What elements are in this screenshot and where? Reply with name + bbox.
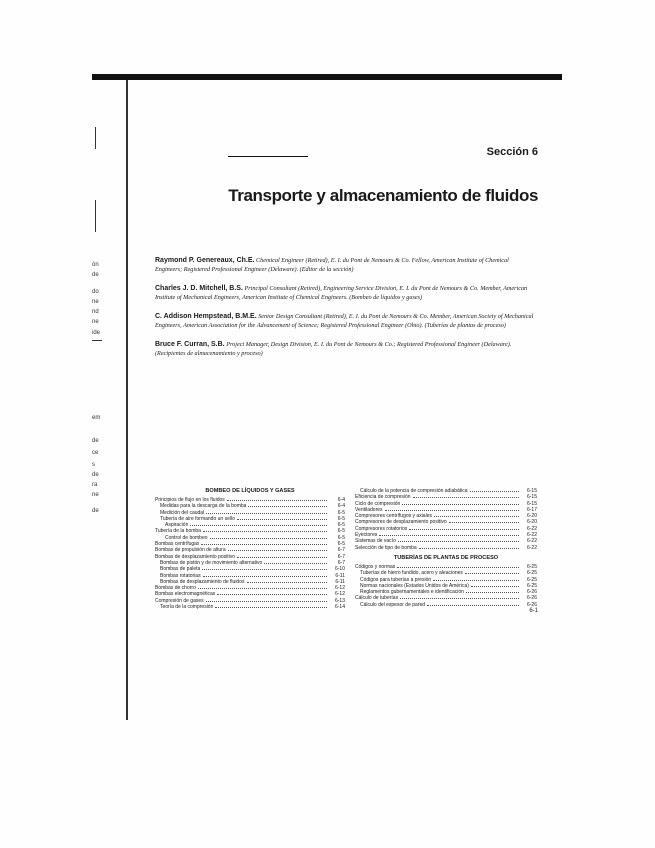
- toc-entry-page: 6-25: [526, 563, 537, 570]
- margin-fragment: ne: [92, 319, 99, 325]
- margin-fragment: s: [92, 462, 95, 468]
- toc-entry-title: Bombas de desplazamiento positivo: [155, 553, 236, 560]
- toc-entry-page: 6-20: [526, 519, 537, 526]
- toc-leader-dots: [397, 567, 519, 568]
- margin-fragment: ón: [92, 262, 99, 268]
- toc-entry-title: Medidas para la descarga de la bomba: [160, 503, 247, 510]
- toc-leader-dots: [206, 513, 327, 514]
- margin-tick: [95, 127, 96, 149]
- margin-tick: [92, 340, 102, 341]
- toc-entry-title: Ciclo de compresión: [355, 500, 401, 507]
- toc-entry-page: 6-7: [337, 553, 345, 560]
- toc-leader-dots: [206, 601, 327, 602]
- toc-entry-page: 6-15: [526, 500, 537, 507]
- toc-list: [155, 497, 345, 610]
- toc-entry-page: 6-7: [337, 547, 345, 554]
- toc-entry-page: 6-22: [526, 538, 537, 545]
- toc-leader-dots: [227, 500, 327, 501]
- toc-entry-title: Bombas centrífugas: [155, 541, 200, 548]
- author-name: Bruce F. Curran, S.B.: [155, 341, 225, 349]
- toc-leader-dots: [210, 538, 327, 539]
- toc-entry-title: Bombas electromagnéticas: [155, 591, 216, 598]
- toc-leader-dots: [466, 592, 519, 593]
- toc-entry-page: 6-25: [526, 582, 537, 589]
- toc-leader-dots: [413, 497, 519, 498]
- toc-entry-title: Tubería de aire formando un sello: [160, 515, 235, 522]
- toc-entry-page: 6-4: [337, 497, 345, 503]
- toc-entry-page: 6-26: [526, 601, 537, 608]
- toc-entry-title: Cálculo de la potencia de compresión adiabática: [360, 488, 468, 494]
- margin-fragment: ne: [92, 492, 99, 498]
- toc-leader-dots: [465, 573, 519, 574]
- toc-entry-page: 6-5: [337, 522, 345, 529]
- toc-leader-dots: [203, 531, 327, 532]
- toc-entry-page: 6-5: [337, 534, 345, 541]
- page-number: 6-1: [529, 608, 538, 614]
- authors-list: [155, 250, 535, 368]
- toc-leader-dots: [409, 529, 519, 530]
- toc-entry-title: Códigos y normas: [355, 563, 396, 570]
- margin-fragment: ne: [92, 299, 99, 305]
- toc-entry-page: 6-14: [334, 604, 345, 611]
- toc-entry-page: 6-10: [334, 566, 345, 573]
- toc-entry-page: 6-17: [526, 506, 537, 513]
- toc-leader-dots: [247, 582, 328, 583]
- author-details: Project Manager, Design Division, E. I. du Pont de Nemours & Co.; Registered Professional Engineer (Delaware). (Recipientes de almacenamiento y proceso): [155, 341, 512, 358]
- toc-leader-dots: [470, 491, 519, 492]
- toc-entry: [355, 545, 537, 551]
- toc-leader-dots: [402, 504, 519, 505]
- margin-fragment: ce: [92, 450, 99, 456]
- author-name: Charles J. D. Mitchell, B.S.: [155, 285, 243, 293]
- toc-leader-dots: [237, 557, 327, 558]
- toc-entry: [355, 602, 537, 608]
- author-entry: [155, 312, 535, 330]
- toc-entry: [155, 604, 345, 610]
- author-details: Principal Consultant (Retired), Engineering Service Division, E. I. du Pont de Nemours & Co. Member, American Institute of Mechanical Engineers, American Institute of Chemical Engineers. (Bombeo de líquidos y gases): [155, 285, 528, 302]
- toc-entry-page: 6-22: [526, 525, 537, 532]
- toc-entry-page: 6-5: [337, 541, 345, 548]
- toc-entry-title: Bombas de propulsión de altura: [155, 547, 226, 554]
- toc-leader-dots: [264, 563, 327, 564]
- margin-fragment: do: [92, 289, 99, 295]
- toc-leader-dots: [215, 607, 327, 608]
- toc-entry-title: Compresores rotatorios: [355, 525, 408, 532]
- section-label: Sección 6: [486, 146, 538, 158]
- margin-tick: [95, 200, 96, 232]
- toc-entry-page: 6-25: [526, 570, 537, 577]
- toc-entry-title: Tubería de la bomba: [155, 528, 201, 535]
- contents-right-column: [355, 488, 537, 608]
- top-rule: [92, 74, 562, 80]
- toc-entry-title: Control de bombeo: [165, 534, 208, 541]
- toc-entry-page: 6-22: [526, 532, 537, 539]
- toc-leader-dots: [228, 550, 327, 551]
- toc-entry-title: Eficiencia de compresión: [355, 494, 411, 501]
- section-rule: [228, 156, 308, 157]
- toc-entry-page: 6-11: [335, 572, 345, 579]
- toc-entry-title: Bombas de desplazamiento de fluidos: [160, 578, 245, 585]
- toc-entry-page: 6-12: [334, 591, 345, 598]
- toc-entry-title: Códigos para tuberías a presión: [360, 576, 432, 583]
- toc-entry-title: Selección de tipo de bomba: [355, 544, 417, 551]
- margin-fragment: ra: [92, 482, 98, 488]
- binding-line: [126, 80, 128, 720]
- toc-leader-dots: [471, 586, 519, 587]
- toc-entry-page: 6-5: [337, 509, 345, 516]
- toc-entry-title: Bombas de pistón y de movimiento alternativo: [160, 559, 263, 566]
- toc-entry-page: 6-5: [337, 528, 345, 535]
- author-details: Chemical Engineer (Retired), E. I. du Pont de Nemours & Co. Fellow, American Institute of Chemical Engineers; Registered Professional Engineer (Delaware). (Editor de la sección): [155, 257, 509, 274]
- margin-fragment: de: [92, 472, 99, 478]
- toc-entry-page: 6-26: [526, 595, 537, 602]
- toc-list: [355, 488, 537, 551]
- author-details: Senior Design Consultant (Retired), E. I. du Pont de Nemours & Co. Member, American Society of Mechanical Engineers, American Association for the Advancement of Science; Registered Professional Engineer (Ohio). (Tuberías de plantas de proceso): [155, 313, 534, 330]
- toc-entry-page: 6-15: [526, 488, 537, 494]
- toc-list: [355, 564, 537, 608]
- margin-fragment: de: [92, 272, 99, 278]
- toc-leader-dots: [202, 569, 327, 570]
- margin-fragment: nd: [92, 309, 99, 315]
- toc-leader-dots: [190, 525, 327, 526]
- toc-entry-title: Bombas de chorro: [155, 585, 196, 592]
- toc-entry-title: Compresión de gases: [155, 597, 204, 604]
- toc-leader-dots: [385, 510, 519, 511]
- toc-entry-page: 6-7: [337, 559, 345, 566]
- toc-leader-dots: [398, 541, 519, 542]
- toc-entry-title: Sistemas de vacío: [355, 538, 396, 545]
- toc-leader-dots: [217, 594, 327, 595]
- author-name: C. Addison Hempstead, B.M.E.: [155, 313, 257, 321]
- chapter-title: Transporte y almacenamiento de fluidos: [228, 186, 538, 205]
- margin-fragment: ide: [92, 330, 101, 336]
- author-name: Raymond P. Genereaux, Ch.E.: [155, 257, 255, 265]
- toc-leader-dots: [237, 519, 327, 520]
- toc-entry-page: 6-25: [526, 576, 537, 583]
- toc-entry-title: Reglamentos gubernamentales e identificación: [360, 589, 464, 596]
- toc-entry-title: Teoría de la compresión: [160, 604, 214, 611]
- toc-entry-page: 6-15: [526, 494, 537, 501]
- toc-leader-dots: [419, 548, 519, 549]
- toc-leader-dots: [434, 516, 519, 517]
- toc-entry-title: Normas nacionales (Estados Unidos de América): [360, 582, 469, 589]
- author-entry: [155, 340, 535, 358]
- author-entry: [155, 284, 535, 302]
- toc-leader-dots: [198, 588, 327, 589]
- contents-left-column: [155, 488, 345, 610]
- toc-leader-dots: [248, 506, 327, 507]
- toc-entry-title: Compresores de desplazamiento positivo: [355, 519, 447, 526]
- toc-entry-page: 6-5: [337, 515, 345, 522]
- toc-entry-page: 6-22: [526, 544, 537, 551]
- toc-entry-title: Principios de flujo en los fluidos: [155, 497, 225, 503]
- toc-entry-title: Bombas rotatorias: [160, 572, 201, 579]
- margin-fragment: de: [92, 508, 99, 514]
- toc-leader-dots: [201, 544, 327, 545]
- toc-leader-dots: [449, 522, 519, 523]
- contents-heading: TUBERÍAS DE PLANTAS DE PROCESO: [393, 554, 499, 561]
- toc-entry-title: Tuberías de hierro fundido, acero y aleaciones: [360, 570, 463, 577]
- toc-entry-title: Bombas de paleta: [160, 566, 201, 573]
- toc-entry-page: 6-12: [334, 585, 345, 592]
- margin-fragment: de: [92, 438, 99, 444]
- toc-leader-dots: [203, 576, 327, 577]
- toc-entry-title: Medición del caudal: [160, 509, 205, 516]
- margin-fragment: em: [92, 415, 101, 421]
- toc-entry-title: Ventiladores: [355, 506, 383, 513]
- toc-leader-dots: [400, 598, 519, 599]
- toc-leader-dots: [427, 605, 519, 606]
- toc-entry-title: Eyectores: [355, 532, 378, 539]
- toc-entry-title: Cálculo del espesor de pared: [360, 601, 426, 608]
- toc-entry-page: 6-13: [334, 597, 345, 604]
- author-entry: [155, 256, 535, 274]
- toc-entry-page: 6-4: [337, 503, 345, 510]
- toc-entry-title: Cálculo de tuberías: [355, 595, 399, 602]
- toc-leader-dots: [433, 580, 519, 581]
- toc-entry-page: 6-20: [526, 513, 537, 520]
- toc-entry-title: Aspiración: [165, 522, 189, 529]
- toc-entry-page: 6-11: [335, 578, 345, 585]
- toc-entry-page: 6-26: [526, 589, 537, 596]
- toc-entry-title: Compresores centrífugos y axiales: [355, 513, 432, 520]
- contents-heading: BOMBEO DE LÍQUIDOS Y GASES: [205, 488, 295, 494]
- toc-leader-dots: [379, 535, 519, 536]
